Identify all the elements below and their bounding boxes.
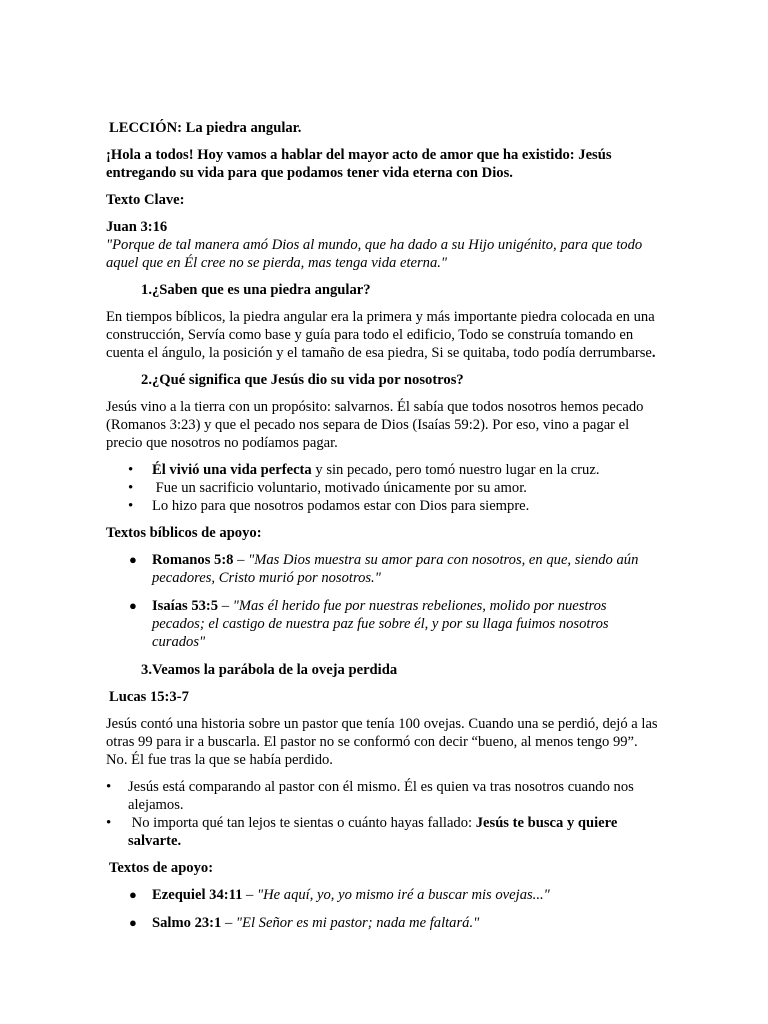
section-1-paragraph-text: En tiempos bíblicos, la piedra angular era la primera y más importante piedra colocada en una construcción, Servía como base y guía para todo el edificio, Todo se construía tomando en cuenta el ángulo, la posición y el tamaño de esa piedra, Si se quitaba, todo podía derrumbarse (106, 309, 655, 361)
list-item (106, 497, 662, 515)
verse-dash: – (242, 887, 257, 903)
bullet-bold-text: Jesús te busca y quiere salvarte. (128, 815, 618, 849)
bullet-icon: • (106, 815, 112, 831)
section-2-bullets (106, 461, 662, 515)
section-2-support-verses (106, 551, 662, 651)
document-body (106, 119, 662, 942)
section-1-number: 1. (141, 282, 152, 298)
list-item (106, 479, 662, 497)
section-3-reference: Lucas 15:3-7 (109, 689, 189, 705)
key-verse-text: "Porque de tal manera amó Dios al mundo, que ha dado a su Hijo unigénito, para que todo aquel que en Él cree no se pierda, mas tenga vida eterna." (106, 237, 643, 271)
bullet-icon: • (128, 462, 134, 478)
bullet-icon: ● (129, 887, 137, 902)
list-item (106, 886, 662, 904)
verse-text: "Mas Dios muestra su amor para con nosotros, en que, siendo aún pecadores, Cristo murió por nosotros." (152, 552, 639, 586)
verse-reference: Salmo 23:1 (152, 915, 222, 931)
bullet-text: y sin pecado, pero tomó nuestro lugar en la cruz. (311, 462, 600, 478)
list-item (106, 914, 662, 932)
bullet-icon: ● (129, 915, 137, 930)
section-2-paragraph: Jesús vino a la tierra con un propósito: salvarnos. Él sabía que todos nosotros hemos pecado (Romanos 3:23) y que el pecado nos separa de Dios (Isaías 59:2). Por eso, vino a pagar el precio que nosotros no podíamos pagar. (106, 399, 644, 451)
bullet-text: Fue un sacrificio voluntario, motivado únicamente por su amor. (152, 480, 527, 496)
section-2-number: 2. (141, 372, 152, 388)
list-item (106, 814, 662, 850)
section-1-paragraph-end: . (651, 345, 656, 361)
section-2-title: ¿Qué significa que Jesús dio su vida por nosotros? (152, 372, 464, 388)
bullet-icon: • (128, 498, 134, 514)
section-3-support-verses (106, 886, 662, 932)
key-verse-reference: Juan 3:16 (106, 219, 168, 235)
verse-dash: – (233, 552, 249, 568)
intro-paragraph: ¡Hola a todos! Hoy vamos a hablar del mayor acto de amor que ha existido: Jesús entregando su vida para que podamos tener vida eterna con Dios. (106, 147, 612, 181)
verse-text: "Mas él herido fue por nuestras rebeliones, molido por nuestros pecados; el castigo de nuestra paz fue sobre él, y por su llaga fuimos nosotros curados" (152, 598, 609, 650)
bullet-icon: • (106, 779, 112, 795)
bullet-text: Jesús está comparando al pastor con él mismo. Él es quien va tras nosotros cuando nos alejamos. (128, 779, 634, 813)
list-item (106, 778, 662, 814)
section-3-title: Veamos la parábola de la oveja perdida (152, 662, 398, 678)
support-texts-label: Textos bíblicos de apoyo: (106, 525, 262, 541)
bullet-icon: ● (129, 598, 137, 613)
bullet-icon: ● (129, 552, 137, 567)
bullet-text: Lo hizo para que nosotros podamos estar con Dios para siempre. (152, 498, 530, 514)
key-text-label: Texto Clave: (106, 192, 185, 208)
verse-dash: – (218, 598, 233, 614)
bullet-bold-text: Él vivió una vida perfecta (152, 462, 312, 478)
bullet-icon: • (128, 480, 134, 496)
section-1-heading (106, 281, 662, 299)
verse-reference: Ezequiel 34:11 (152, 887, 243, 903)
section-1-title: ¿Saben que es una piedra angular? (152, 282, 371, 298)
bullet-text: No importa qué tan lejos te sientas o cuánto hayas fallado: (128, 815, 476, 831)
section-3-paragraph: Jesús contó una historia sobre un pastor que tenía 100 ovejas. Cuando una se perdió, dejó a las otras 99 para ir a buscarla. El pastor no se conformó con decir “bueno, al menos tengo 99”. No. Él fue tras la que se había perdido. (106, 716, 658, 768)
verse-reference: Romanos 5:8 (152, 552, 234, 568)
list-item (106, 597, 662, 651)
section-1-paragraph (106, 308, 662, 362)
verse-text: "El Señor es mi pastor; nada me faltará." (235, 915, 480, 931)
list-item (106, 461, 662, 479)
support-texts-label-2: Textos de apoyo: (109, 860, 214, 876)
list-item (106, 551, 662, 587)
lesson-title: LECCIÓN: La piedra angular. (109, 120, 302, 136)
verse-dash: – (221, 915, 236, 931)
section-2-heading (106, 371, 662, 389)
verse-reference: Isaías 53:5 (152, 598, 219, 614)
section-3-number: 3. (141, 662, 152, 678)
section-3-heading (106, 661, 662, 679)
section-3-bullets (106, 778, 662, 850)
verse-text: "He aquí, yo, yo mismo iré a buscar mis ovejas..." (257, 887, 550, 903)
